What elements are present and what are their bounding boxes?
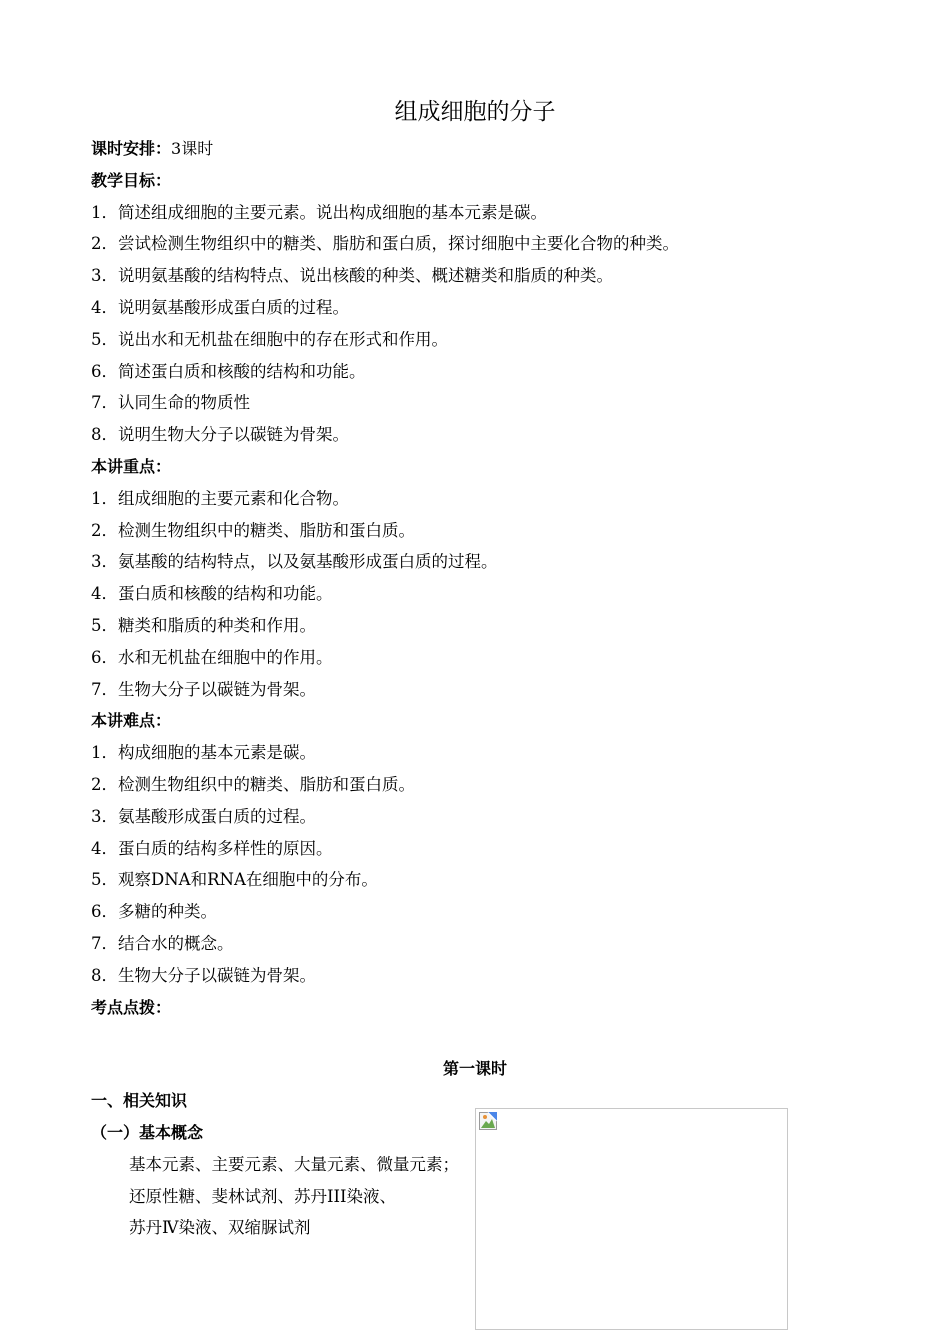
difficulty-item: 3．氨基酸形成蛋白质的过程。 <box>91 806 316 826</box>
exam-tips-heading: 考点点拨： <box>91 997 172 1017</box>
document-title: 组成细胞的分子 <box>394 99 556 125</box>
difficulty-item: 5．观察DNA和RNA在细胞中的分布。 <box>91 870 378 890</box>
concept-line: 还原性糖、斐林试剂、苏丹III染液、 <box>129 1186 397 1206</box>
concept-line: 基本元素、主要元素、大量元素、微量元素； <box>129 1154 459 1174</box>
difficulty-item: 1．构成细胞的基本元素是碳。 <box>91 743 316 763</box>
objectives-heading: 教学目标： <box>91 170 172 190</box>
schedule-line <box>91 133 871 165</box>
key-point-item: 6．水和无机盐在细胞中的作用。 <box>91 647 333 667</box>
objective-item: 1．简述组成细胞的主要元素。说出构成细胞的基本元素是碳。 <box>91 202 547 222</box>
difficulty-item: 6．多糖的种类。 <box>91 902 217 922</box>
key-point-item: 7．生物大分子以碳链为骨架。 <box>91 679 316 699</box>
document-body <box>91 133 871 1244</box>
difficulty-item: 8．生物大分子以碳链为骨架。 <box>91 965 316 985</box>
lesson-heading: 第一课时 <box>442 1059 507 1079</box>
subsection-heading: （一）基本概念 <box>91 1122 204 1142</box>
key-point-item: 5．糖类和脂质的种类和作用。 <box>91 615 316 635</box>
difficulty-item: 2．检测生物组织中的糖类、脂肪和蛋白质。 <box>91 774 415 794</box>
difficulty-item: 7．结合水的概念。 <box>91 933 234 953</box>
section-gap <box>91 1023 871 1053</box>
difficulties-heading: 本讲难点： <box>91 711 172 731</box>
objective-item: 6．简述蛋白质和核酸的结构和功能。 <box>91 361 366 381</box>
key-point-item: 2．检测生物组织中的糖类、脂肪和蛋白质。 <box>91 520 415 540</box>
key-points-heading: 本讲重点： <box>91 456 172 476</box>
key-point-item: 4．蛋白质和核酸的结构和功能。 <box>91 584 333 604</box>
broken-image-icon <box>479 1112 497 1130</box>
schedule-label: 课时安排： <box>91 139 172 158</box>
image-placeholder <box>475 1108 788 1330</box>
objective-item: 3．说明氨基酸的结构特点、说出核酸的种类、概述糖类和脂质的种类。 <box>91 266 613 286</box>
concept-line: 苏丹Ⅳ染液、双缩脲试剂 <box>129 1218 311 1238</box>
objective-item: 2．尝试检测生物组织中的糖类、脂肪和蛋白质，探讨细胞中主要化合物的种类。 <box>91 234 679 254</box>
objective-item: 5．说出水和无机盐在细胞中的存在形式和作用。 <box>91 329 448 349</box>
difficulty-item: 4．蛋白质的结构多样性的原因。 <box>91 838 333 858</box>
objective-item: 4．说明氨基酸形成蛋白质的过程。 <box>91 297 349 317</box>
key-point-item: 1．组成细胞的主要元素和化合物。 <box>91 488 349 508</box>
section-heading: 一、相关知识 <box>91 1091 188 1111</box>
objective-item: 8．说明生物大分子以碳链为骨架。 <box>91 425 349 445</box>
objective-item: 7．认同生命的物质性 <box>91 393 250 413</box>
schedule-value: 3课时 <box>171 139 214 158</box>
key-point-item: 3．氨基酸的结构特点，以及氨基酸形成蛋白质的过程。 <box>91 552 498 572</box>
